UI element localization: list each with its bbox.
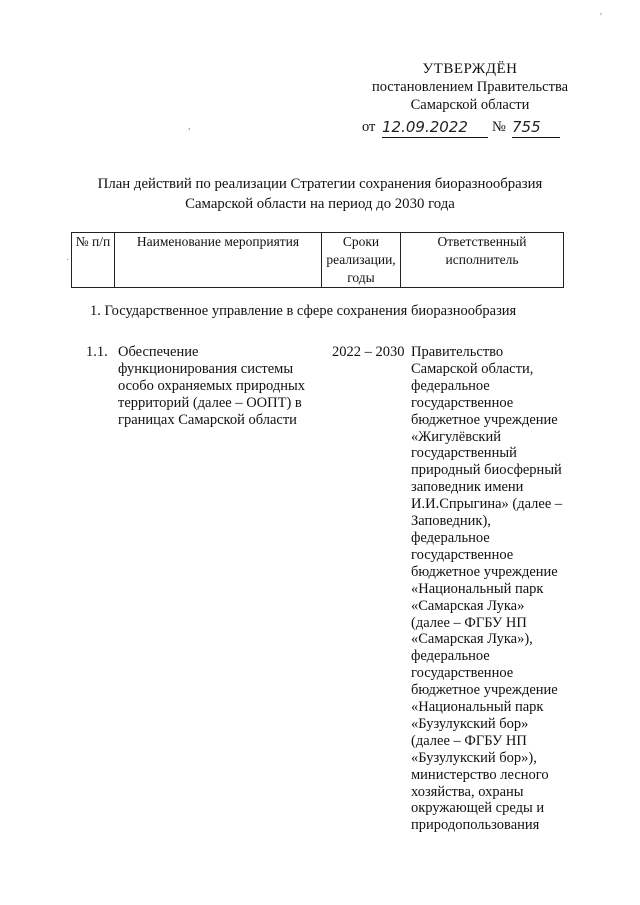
number-value-underline [512, 118, 560, 138]
executor-line: государственный [411, 445, 517, 462]
executor-line: хозяйства, охраны [411, 783, 524, 800]
header-executor [401, 233, 564, 288]
row-name-line: функционирования системы [118, 361, 294, 377]
number-value: 755 [512, 118, 541, 136]
approval-title: УТВЕРЖДЁН [422, 61, 518, 77]
row-name-line: Обеспечение [118, 344, 199, 360]
approval-line-1: постановлением Правительства [371, 79, 569, 95]
header-term-line-3: годы [347, 270, 375, 285]
executor-line: федеральное [411, 377, 490, 394]
executor-line: «Самарская Лука»), [411, 631, 533, 648]
number-prefix: № [492, 119, 506, 135]
plan-title-line-2: Самарской области на период до 2030 года [185, 196, 455, 212]
executor-line: бюджетное учреждение [411, 563, 558, 580]
executor-line: «Жигулёвский [411, 428, 501, 445]
date-value-underline [382, 118, 488, 138]
table-header [71, 232, 564, 288]
executor-line: бюджетное учреждение [411, 411, 558, 428]
executor-line: государственное [411, 665, 514, 682]
executor-line: бюджетное учреждение [411, 682, 558, 699]
row-name-line: границах Самарской области [118, 412, 297, 428]
plan-title [40, 174, 600, 214]
executor-line: «Бузулукский бор»), [411, 749, 537, 766]
date-prefix: от [362, 119, 376, 135]
executor-line: «Бузулукский бор» [411, 715, 529, 732]
header-num: № п/п [72, 233, 115, 288]
executor-line: природопользования [411, 817, 540, 834]
approval-line-2: Самарской области [410, 97, 530, 113]
executor-line: природный биосферный [411, 462, 562, 479]
row-name [118, 344, 328, 429]
executor-line: (далее – ФГБУ НП [411, 732, 527, 749]
executor-line: Правительство [411, 344, 504, 360]
header-term-line-2: реализации, [326, 252, 396, 267]
approval-date-line [340, 116, 600, 138]
scan-speck: ' [600, 12, 602, 23]
executor-line: заповедник имени [411, 479, 524, 496]
executor-line: министерство лесного [411, 766, 549, 783]
executor-line: «Национальный парк [411, 580, 544, 597]
header-term-line-1: Сроки [342, 234, 380, 249]
executor-line: Самарской области, [411, 360, 534, 377]
executor-line: «Самарская Лука» [411, 597, 525, 614]
executor-line: государственное [411, 394, 514, 411]
row-executor [411, 344, 586, 834]
section-heading: 1. Государственное управление в сфере сохранения биоразнообразия [90, 303, 517, 319]
header-name: Наименование мероприятия [115, 233, 322, 288]
row-name-line: особо охраняемых природных [118, 378, 306, 394]
header-executor-line-1: Ответственный [437, 234, 527, 249]
executor-line: Заповедник), [411, 513, 491, 530]
executor-line: (далее – ФГБУ НП [411, 614, 527, 631]
scan-speck: , [188, 121, 191, 132]
row-number: 1.1. [86, 344, 108, 360]
header-term [322, 233, 401, 288]
date-value: 12.09.2022 [382, 118, 468, 136]
executor-line: федеральное [411, 648, 490, 665]
executor-line: федеральное [411, 529, 490, 546]
executor-line: государственное [411, 546, 514, 563]
executor-line: «Национальный парк [411, 699, 544, 716]
executor-line: И.И.Спрыгина» (далее – [411, 496, 563, 513]
row-term: 2022 – 2030 [332, 344, 405, 360]
approval-block [340, 60, 600, 138]
executor-line: окружающей среды и [411, 800, 545, 817]
scan-speck: · [66, 255, 70, 266]
plan-title-line-1: План действий по реализации Стратегии сохранения биоразнообразия [97, 176, 543, 192]
row-name-line: территорий (далее – ООПТ) в [118, 395, 302, 411]
header-executor-line-2: исполнитель [445, 252, 519, 267]
